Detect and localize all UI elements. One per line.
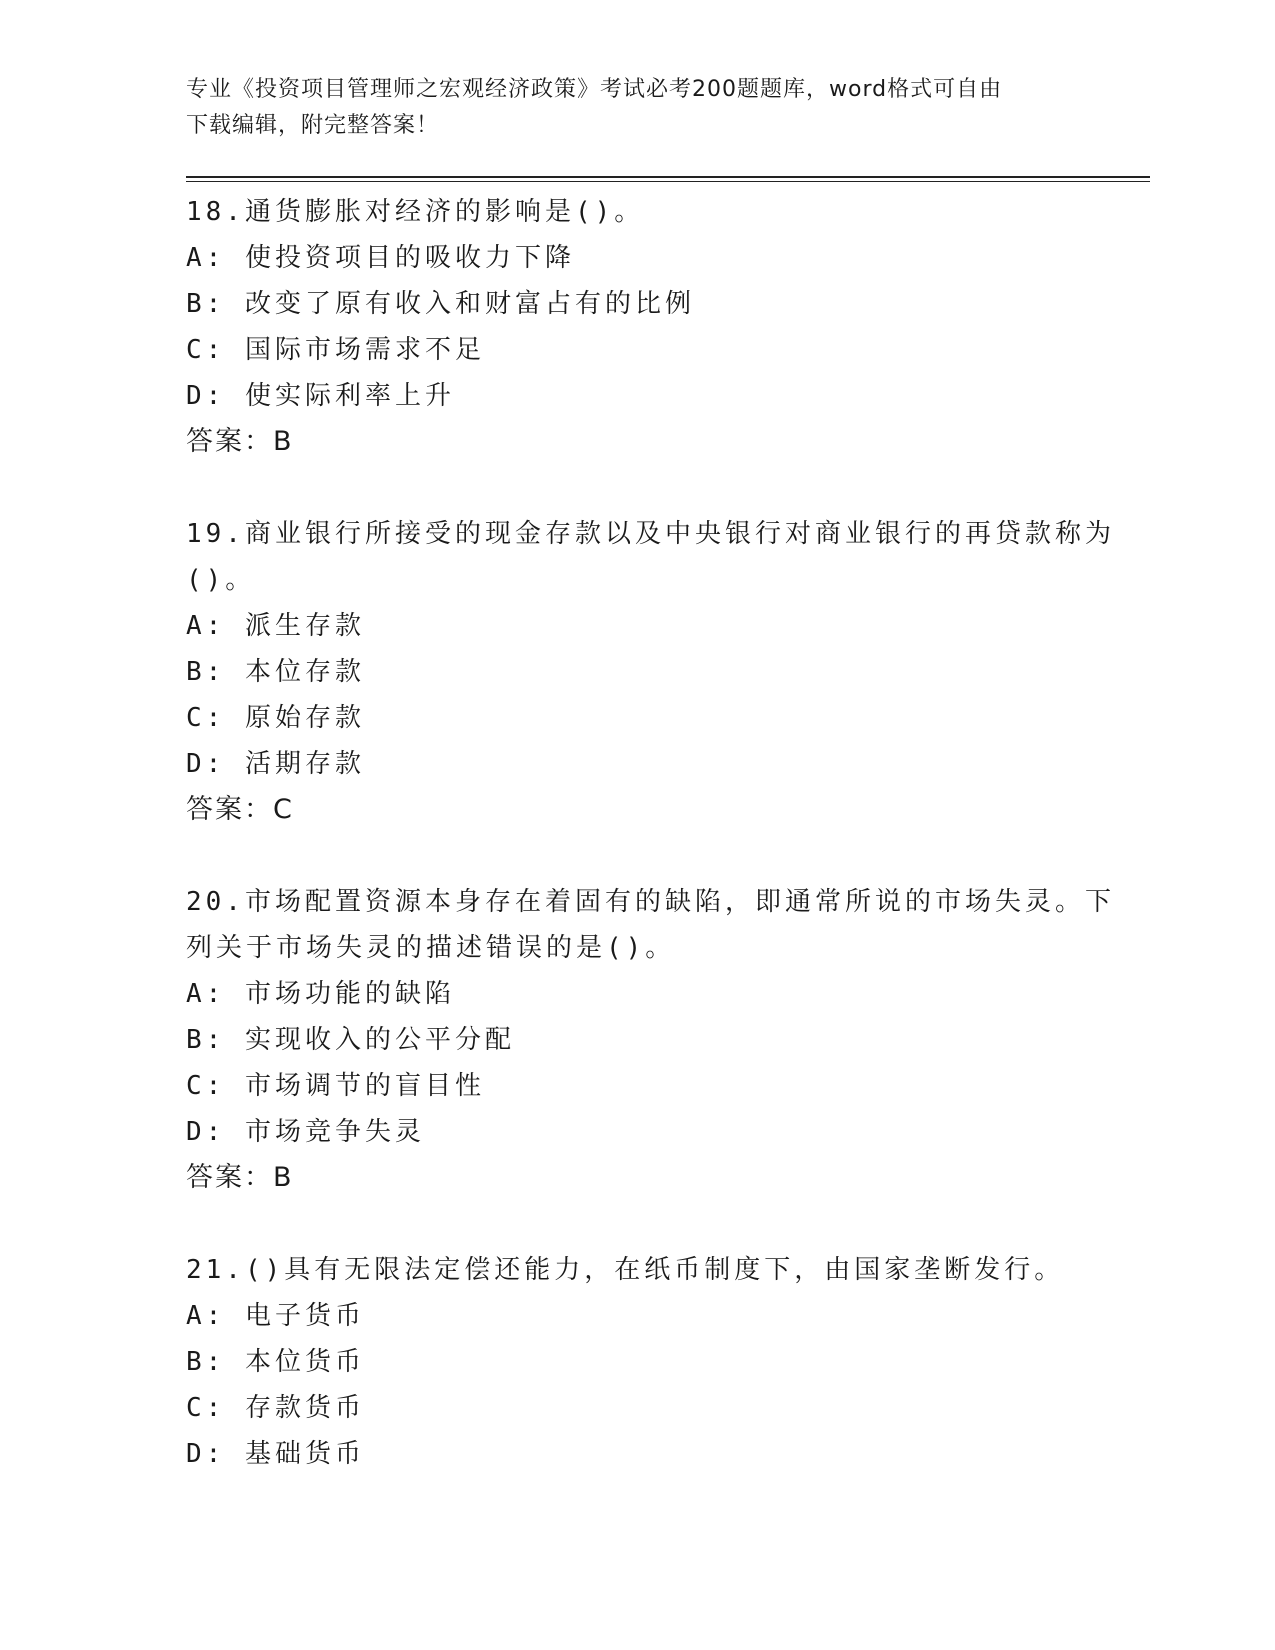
header-divider-thick	[186, 176, 1150, 178]
answer: 答案：C	[186, 794, 294, 825]
question-list	[186, 189, 1115, 1477]
option-a: A: 使投资项目的吸收力下降	[186, 243, 575, 273]
option-a: A: 派生存款	[186, 611, 365, 641]
question-19	[186, 511, 1115, 833]
option-c: C: 存款货币	[186, 1393, 365, 1423]
header-line-1: 专业《投资项目管理师之宏观经济政策》考试必考200题题库，word格式可自由	[186, 77, 1003, 102]
option-d: D: 使实际利率上升	[186, 381, 455, 411]
option-a: A: 市场功能的缺陷	[186, 979, 455, 1009]
question-stem-line-2: 列关于市场失灵的描述错误的是()。	[186, 933, 676, 963]
question-stem-line-1: 20.市场配置资源本身存在着固有的缺陷，即通常所说的市场失灵。下	[186, 887, 1115, 917]
question-stem-line-2: ()。	[186, 565, 256, 595]
option-d: D: 基础货币	[186, 1439, 365, 1469]
question-stem: 18.通货膨胀对经济的影响是()。	[186, 197, 645, 227]
question-20	[186, 879, 1115, 1201]
header-line-2: 下载编辑，附完整答案！	[186, 113, 440, 138]
option-c: C: 原始存款	[186, 703, 365, 733]
document-header	[186, 72, 1066, 144]
option-b: B: 本位存款	[186, 657, 365, 687]
question-stem: 21.()具有无限法定偿还能力，在纸币制度下，由国家垄断发行。	[186, 1255, 1065, 1285]
option-c: C: 市场调节的盲目性	[186, 1071, 485, 1101]
question-18	[186, 189, 1086, 465]
question-21	[186, 1247, 1086, 1477]
option-b: B: 改变了原有收入和财富占有的比例	[186, 289, 695, 319]
option-b: B: 本位货币	[186, 1347, 365, 1377]
question-stem-line-1: 19.商业银行所接受的现金存款以及中央银行对商业银行的再贷款称为	[186, 519, 1115, 549]
answer: 答案：B	[186, 1162, 294, 1193]
option-d: D: 市场竞争失灵	[186, 1117, 425, 1147]
option-d: D: 活期存款	[186, 749, 365, 779]
option-b: B: 实现收入的公平分配	[186, 1025, 515, 1055]
option-c: C: 国际市场需求不足	[186, 335, 485, 365]
answer: 答案：B	[186, 426, 294, 457]
option-a: A: 电子货币	[186, 1301, 365, 1331]
header-divider-thin	[186, 181, 1150, 182]
